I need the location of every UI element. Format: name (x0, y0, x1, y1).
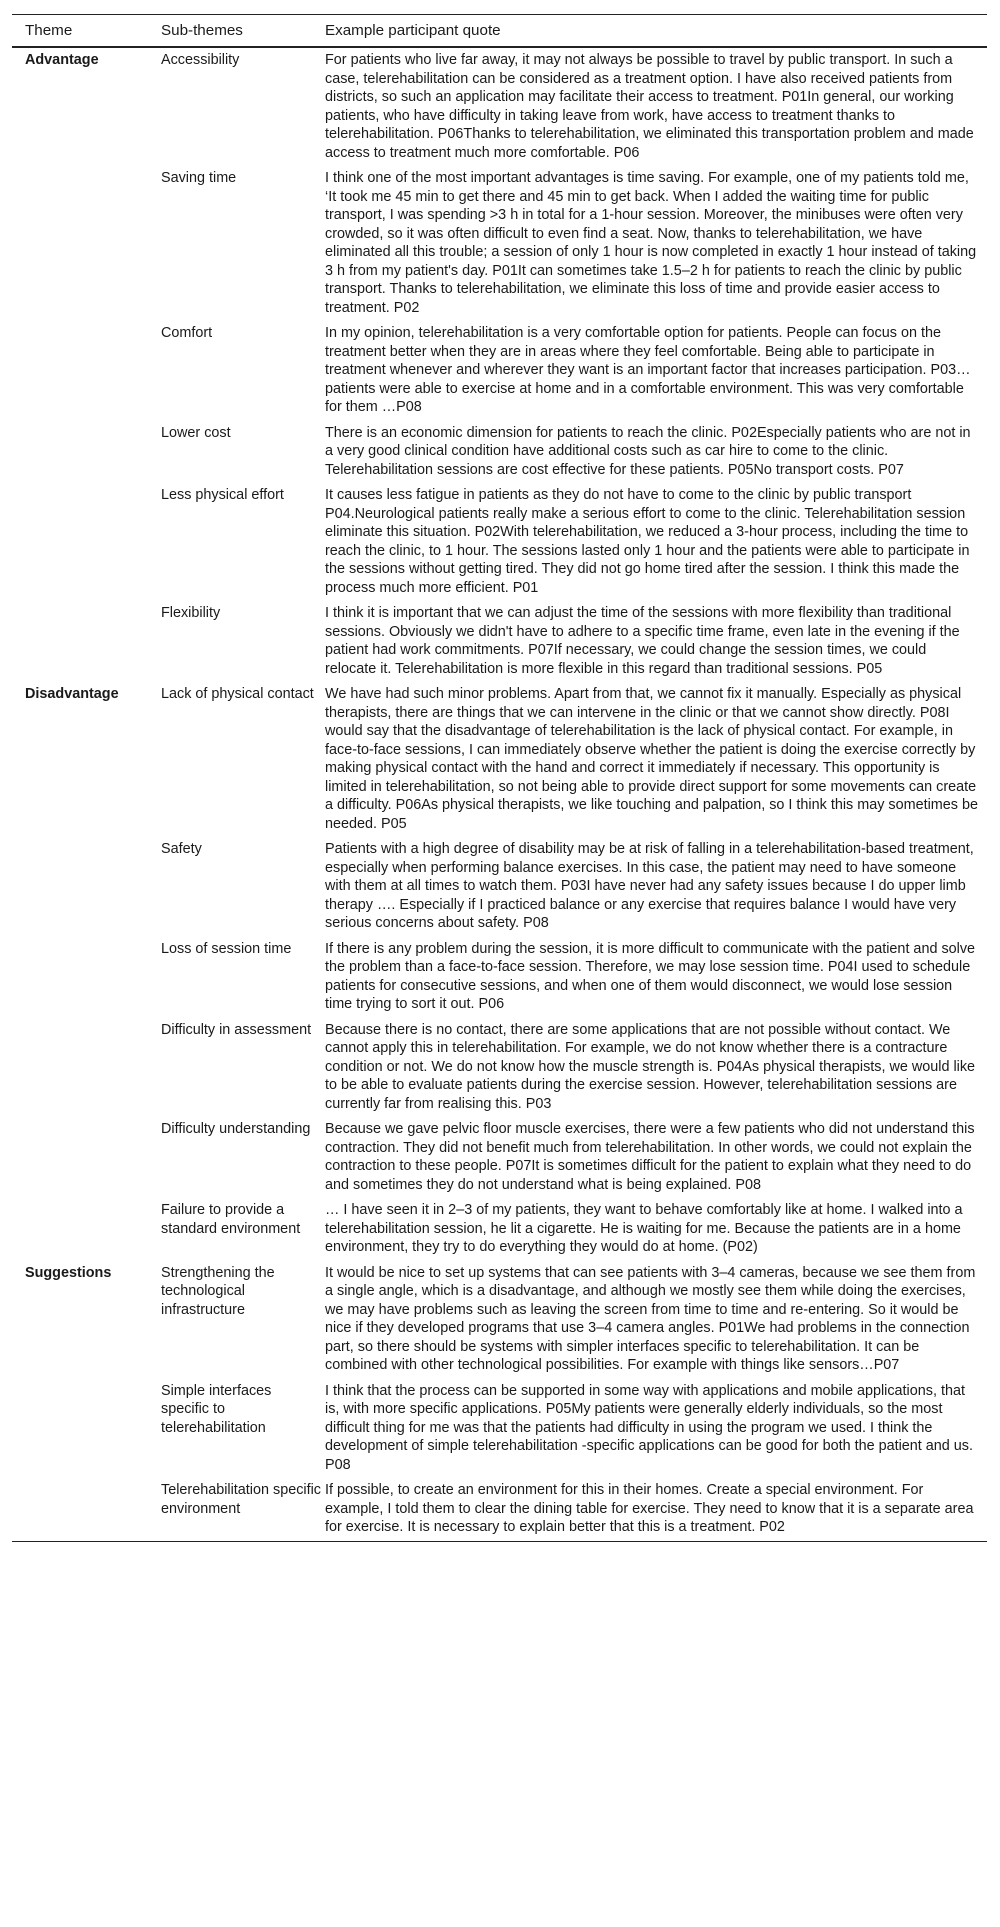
theme-cell (12, 604, 158, 678)
table-row (12, 321, 987, 421)
quote-cell: It causes less fatigue in patients as they do not have to come to the clinic by public transport P04.Neurological patients really make a serious effort to come to the clinic. Telerehabilitation session eliminate this situation. P02With telerehabilitation, we reduced a 3-hour process, including the time to reach the clinic, to 1 hour. The sessions lasted only 1 hour and the patients were able to participate in the sessions without getting tired. They did not go home tired after the session. I think this made the process much more efficient. P01 (325, 487, 970, 596)
quote-cell: In my opinion, telerehabilitation is a very comfortable option for patients. People can focus on the treatment better when they are in areas where they feel comfortable. Being able to participate in treatment whenever and wherever they want is an important factor that increases participation. P03… patients were able to exercise at home and in a comfortable environment. This was very comfortable for them …P08 (325, 325, 971, 415)
sub-theme-cell: Simple interfaces specific to telerehabilitation (161, 1382, 272, 1436)
theme-cell (12, 424, 158, 480)
table-row (12, 682, 987, 837)
quote-cell: … I have seen it in 2–3 of my patients, they want to behave comfortably like at home. I walked into a telerehabilitation session, he lit a cigarette. He is waiting for me. Because the patients are in a home environment, they try to do everything they would do at home. (P02) (325, 1202, 963, 1255)
table-row (12, 1261, 987, 1379)
sub-theme-cell: Failure to provide a standard environment (161, 1202, 301, 1237)
theme-cell (12, 324, 158, 417)
table-row (12, 1198, 987, 1261)
table-row (12, 937, 987, 1018)
quote-cell: If there is any problem during the session, it is more difficult to communicate with the patient and solve the problem than a face-to-face session. Therefore, we may lose session time. P04I used to schedule patients for consecutive sessions, and when one of them would disconnect, we would lose session time trying to sort it out. P06 (325, 940, 976, 1012)
table-body (12, 48, 987, 1541)
theme-cell (12, 1382, 158, 1475)
table-row (12, 1478, 987, 1541)
sub-theme-cell: Safety (161, 841, 202, 857)
table-row (12, 1379, 987, 1479)
quote-cell: I think that the process can be supported in some way with applications and mobile applications, that is, with more specific applications. P05My patients were generally elderly individuals, so the most difficult thing for me was that the patients had difficulty in using the program we used. I think the development of simple telerehabilitation -specific applications can be good for both the patient and us. P08 (325, 1382, 973, 1473)
header-theme: Theme (25, 22, 73, 39)
sub-theme-cell: Strengthening the technological infrastructure (161, 1264, 275, 1318)
table-bottom-rule (12, 1541, 987, 1542)
theme-cell: Suggestions (25, 1264, 112, 1281)
table-row (12, 166, 987, 321)
table-header (12, 15, 987, 46)
quote-cell: I think it is important that we can adjust the time of the sessions with more flexibility than traditional sessions. Obviously we didn't have to adhere to a specific time frame, even late in the evening if the patient had work commitments. P07If necessary, we could change the session times, we could relocate it. Telerehabilitation is more flexible in this regard than traditional sessions. P05 (325, 605, 960, 677)
sub-theme-cell: Telerehabilitation specific environment (161, 1482, 321, 1517)
sub-theme-cell: Difficulty understanding (161, 1121, 311, 1137)
theme-cell (12, 1120, 158, 1194)
table-row (12, 1018, 987, 1118)
quote-cell: Because there is no contact, there are some applications that are not possible without contact. We cannot apply this in telerehabilitation. For example, we do not know whether there is a contracture condition or not. We do not know how the muscle strength is. P04As physical therapists, we would like to be able to evaluate patients during the exercise session. However, telerehabilitation sessions are currently far from realising this. P03 (325, 1021, 976, 1112)
sub-theme-cell: Accessibility (161, 52, 240, 68)
sub-theme-cell: Less physical effort (161, 487, 284, 503)
sub-theme-cell: Comfort (161, 325, 213, 341)
table-row (12, 601, 987, 682)
table-row (12, 1117, 987, 1198)
quote-cell: We have had such minor problems. Apart from that, we cannot fix it manually. Especially as physical therapists, there are things that we can intervene in the clinic or that we cannot show directly. P08I would say that the disadvantage of telerehabilitation is the lack of physical contact. For example, in face-to-face sessions, I can immediately observe whether the patient is doing the exercise correctly by making physical contact with the hand and correct it immediately if necessary. This opportunity is limited in telerehabilitation, so not being able to provide direct support for some movements can create a difficulty. P06As physical therapists, we like touching and palpation, so I think this may sometimes be needed. P05 (325, 686, 978, 832)
sub-theme-cell: Difficulty in assessment (161, 1021, 312, 1038)
quote-cell: For patients who live far away, it may not always be possible to travel by public transport. In such a case, telerehabilitation can be considered as a treatment option. I have also received patients from districts, so such an application may facilitate their access to treatment. P01In general, our working patients, who have difficulty in taking leave from work, have access to treatment thanks to telerehabilitation. P06Thanks to telerehabilitation, we eliminated this transportation problem and made access to treatment much more comfortable. P06 (325, 52, 974, 161)
sub-theme-cell: Saving time (161, 170, 237, 186)
quote-cell: There is an economic dimension for patients to reach the clinic. P02Especially patients who are not in a very good clinical condition have additional costs such as car hire to come to the clinic. Telerehabilitation sessions are cost effective for these patients. P05No transport costs. P07 (325, 424, 971, 478)
table-row (12, 837, 987, 937)
table-row (12, 483, 987, 601)
theme-cell: Disadvantage (25, 686, 119, 702)
quote-cell: It would be nice to set up systems that can see patients with 3–4 cameras, because we see them from a single angle, which is a disadvantage, and although we mostly see them while doing the exercises, we may have problems such as leaving the screen from time to time and re-entering. So it would be nice if they developed programs that use 3–4 camera angles. P01We had problems in the connection part, so there should be systems with simpler interfaces specific to telerehabilitation. It can be combined with other technological possibilities. For example with things like sensors…P07 (325, 1264, 976, 1373)
sub-theme-cell: Lack of physical contact (161, 686, 314, 702)
table-row (12, 421, 987, 484)
theme-cell (12, 940, 158, 1014)
quote-cell: I think one of the most important advantages is time saving. For example, one of my patients told me, ‘It took me 45 min to get there and 45 min to get back. When I added the waiting time for public transport, I was spending >3 h in total for a 1-hour session. Moreover, the minibuses were often very crowded, so it was often difficult to even find a seat. Now, thanks to telerehabilitation, we have eliminated all this trouble; a session of only 1 hour is now completed in exactly 1 hour instead of taking 3 h from my patient's day. P01It can sometimes take 1.5–2 h for patients to reach the clinic by public transport. Thanks to telerehabilitation, we eliminate this loss of time and provide easier access to treatment. P02 (325, 170, 977, 316)
theme-cell (12, 1021, 158, 1114)
themes-table (12, 14, 987, 1542)
theme-cell (12, 486, 158, 597)
sub-theme-cell: Flexibility (161, 605, 221, 621)
sub-theme-cell: Lower cost (161, 424, 231, 441)
theme-cell: Advantage (25, 52, 99, 68)
quote-cell: Patients with a high degree of disability may be at risk of falling in a telerehabilitation-based treatment, especially when performing balance exercises. In this case, the patient may need to have someone with them at all times to watch them. P03I have never had any safety issues because I do upper limb therapy …. Especially if I practiced balance or any exercise that requires balance I would have very serious concerns about safety. P08 (325, 841, 974, 931)
quote-cell: Because we gave pelvic floor muscle exercises, there were a few patients who did not understand this contraction. They did not benefit much from telerehabilitation. In other words, we could not explain the contraction to these people. P07It is sometimes difficult for the patient to explain what they need to do and sometimes they do not understand what is being explained. P08 (325, 1121, 975, 1193)
header-quote: Example participant quote (325, 22, 501, 39)
theme-cell (12, 1201, 158, 1257)
theme-cell (12, 169, 158, 317)
theme-cell (12, 1481, 158, 1537)
theme-cell (12, 840, 158, 933)
header-sub-themes: Sub-themes (161, 22, 243, 39)
quote-cell: If possible, to create an environment for this in their homes. Create a special environment. For example, I told them to clear the dining table for exercise. They need to know that it is a separate area for exercise. It is necessary to explain better that this is a treatment. P02 (325, 1482, 974, 1535)
sub-theme-cell: Loss of session time (161, 940, 292, 957)
table-row (12, 48, 987, 166)
